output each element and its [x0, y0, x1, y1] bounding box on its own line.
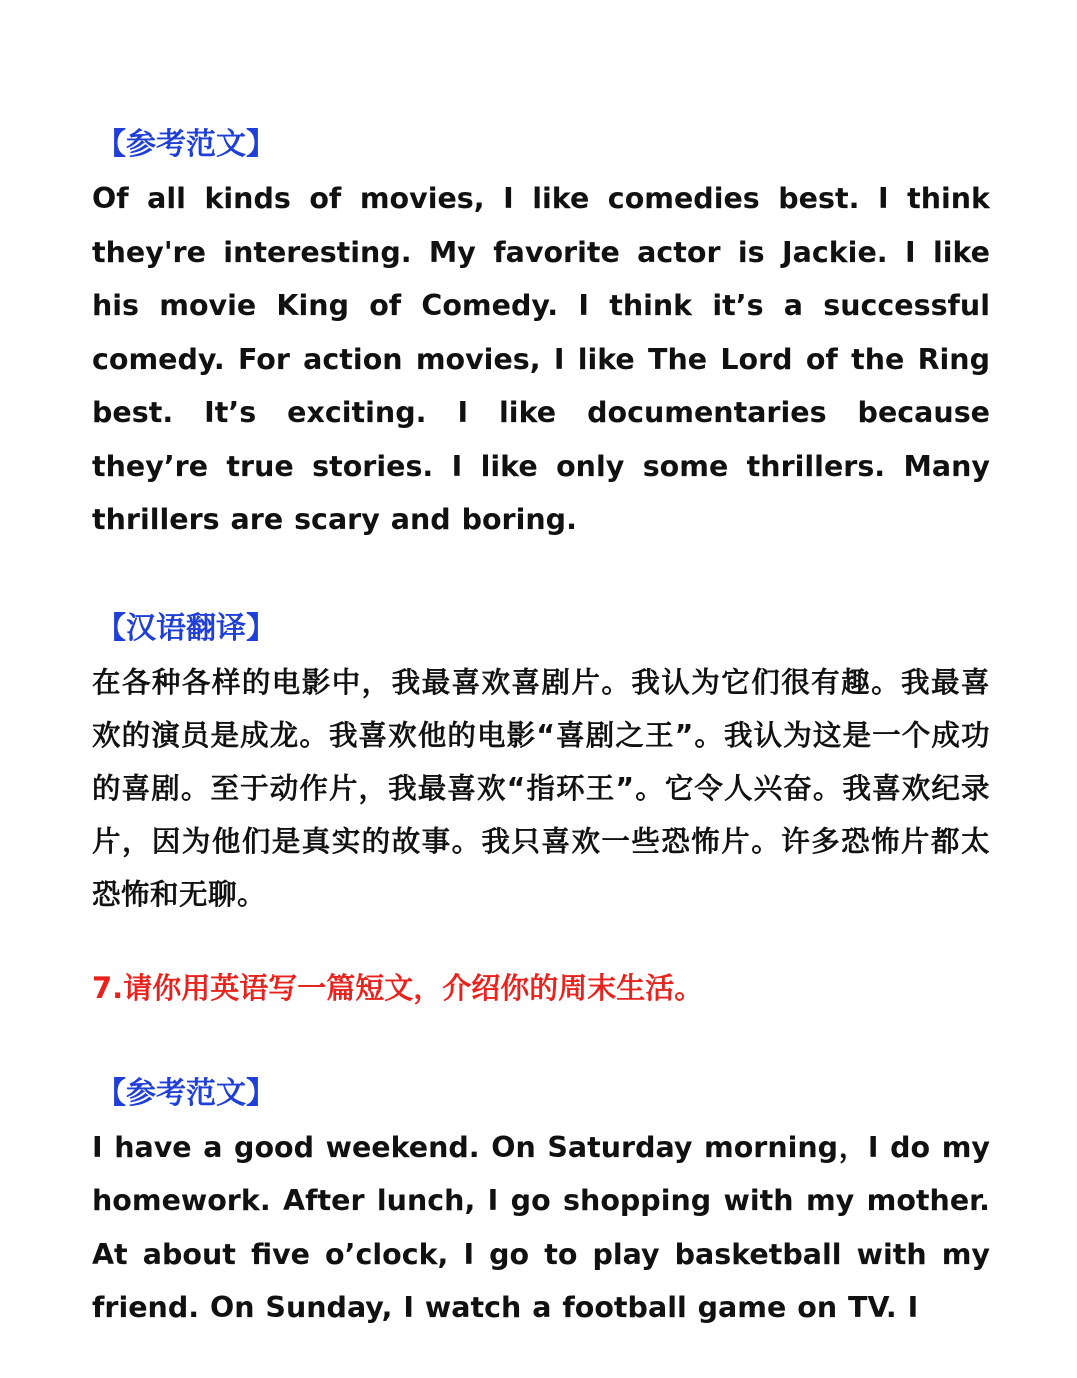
- spacer: [92, 1015, 990, 1067]
- question-7: 7.请你用英语写一篇短文，介绍你的周末生活。: [92, 970, 704, 1005]
- chinese-translation: 在各种各样的电影中，我最喜欢喜剧片。我认为它们很有趣。我最喜欢的演员是成龙。我喜欢他的电影“喜剧之王”。我认为这是一个成功的喜剧。至于动作片，我最喜欢“指环王”。它令人兴奋。我喜欢纪录片，因为他们是真实的故事。我只喜欢一些恐怖片。许多恐怖片都太恐怖和无聊。: [92, 665, 990, 911]
- spacer: [92, 921, 990, 961]
- reference-essay-label-1: 【参考范文】: [96, 127, 276, 162]
- reference-essay-label-2: 【参考范文】: [96, 1075, 276, 1111]
- reference-essay-1: Of all kinds of movies, I like comedies best. I think they're interesting. My favorite actor is Jackie. I like his movie King of Comedy. I think it’s a successful comedy. For action movies, I like The Lord of the Ring best. It’s exciting. I like documentaries because they’re true stories. I like only some thrillers. Many thrillers are scary and boring.: [92, 182, 990, 536]
- reference-essay-2: I have a good weekend. On Saturday morning，I do my homework. After lunch, I go shopping with my mother. At about five o’clock, I go to play basketball with my friend. On Sunday, I watch a football game on TV. I: [92, 1130, 990, 1324]
- spacer: [92, 547, 990, 602]
- document-page: [92, 118, 990, 1335]
- translation-label: 【汉语翻译】: [96, 610, 276, 646]
